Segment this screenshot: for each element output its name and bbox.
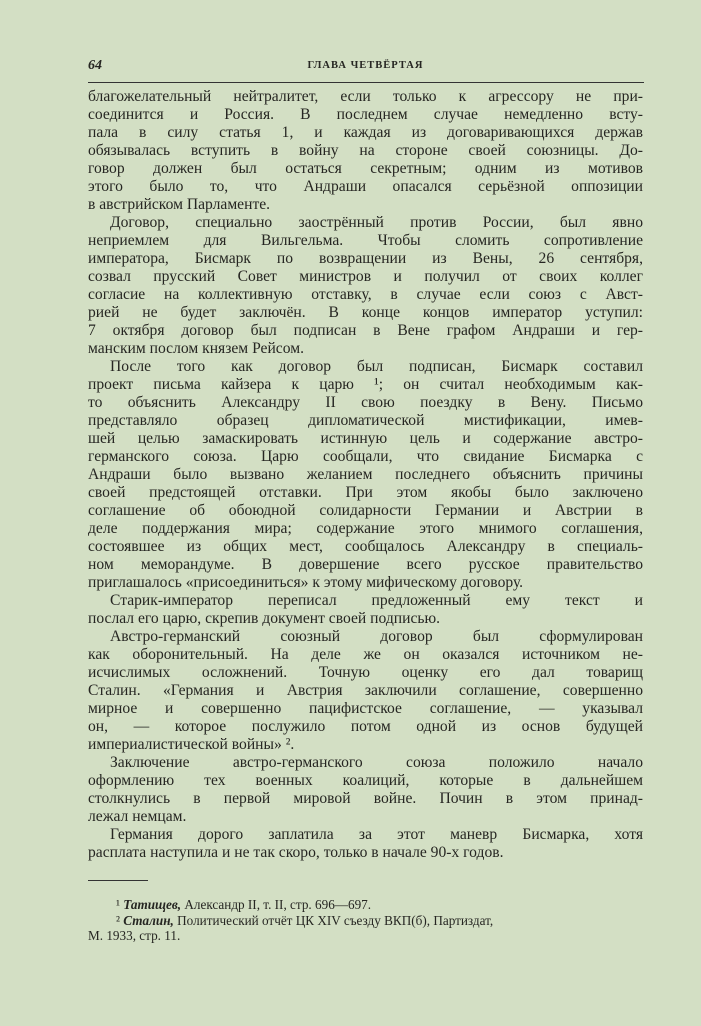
text-line: представляло образец дипломатической мистификации, имев- [88,412,643,429]
text-line: Германия дорого заплатила за этот маневр Бисмарка, хотя [110,826,643,843]
text-line: ном меморандуме. В довершение всего русское правительство [88,556,643,573]
text-line: Заключение австро-германского союза положило начало [110,754,643,771]
running-title: ГЛАВА ЧЕТВЁРТАЯ [307,60,424,71]
paragraph [88,358,643,592]
footnote [88,928,643,944]
text-line: благожелательный нейтралитет, если только к агрессору не при- [88,88,643,105]
text-line: этого было то, что Андраши опасался серьёзной оппозиции [88,178,643,195]
text-line: проект письма кайзера к царю ¹; он считал необходимым как- [88,376,643,393]
footnote-rule [88,880,148,881]
text-line: мирное и совершенно пацифистское соглашение, — указывал [88,700,643,717]
text-line: соглашение об обоюдной солидарности Германии и Австрии в [88,502,643,519]
text-line: соединится и Россия. В последнем случае немедленно всту- [88,106,643,123]
text-line: обязывалась вступить в войну на стороне своей союзницы. До- [88,142,643,159]
text-line: Договор, специально заострённый против России, был явно [110,214,643,231]
text-line: Сталин. «Германия и Австрия заключили соглашение, совершенно [88,682,643,699]
text-line: Старик-император переписал предложенный ему текст и [110,592,643,609]
text-line: приглашалось «присоединиться» к этому мифическому договору. [88,574,524,591]
header-rule [88,82,644,83]
text-line: согласие на коллективную отставку, в случае если союз с Авст- [88,286,643,303]
text-line: германского союза. Царю сообщали, что свидание Бисмарка с [88,448,643,465]
text-line: манским послом князем Рейсом. [88,340,304,357]
paragraph [88,826,643,862]
body-text [88,88,643,862]
text-line: говор должен был остаться секретным; одним из мотивов [88,160,643,177]
text-line: то объяснить Александру II свою поездку в Вену. Письмо [88,394,643,411]
text-line: столкнулись в первой мировой войне. Почин в этом принад- [88,790,643,807]
paragraph [88,592,643,628]
text-line: в австрийском Парламенте. [88,196,271,213]
footnote-author: Татищев, [123,897,182,912]
text-line: послал его царю, скрепив документ своей подписью. [88,610,441,627]
text-line: созвал прусский Совет министров и получил от своих коллег [88,268,643,285]
text-line: пала в силу статья 1, и каждая из договаривающихся держав [88,124,643,141]
footnote-text: М. 1933, стр. 11. [88,928,181,943]
text-line: лежал немцам. [88,808,187,825]
footnotes [88,897,643,944]
text-line: императора, Бисмарк по возвращении из Вены, 26 сентября, [88,250,643,267]
text-line: империалистической войны» ². [88,736,295,753]
text-line: оформлению тех военных коалиций, которые в дальнейшем [88,772,643,789]
text-line: состоявшее из общих мест, сообщалось Александру в специаль- [88,538,643,555]
paragraph [88,88,643,214]
text-line: шей целью замаскировать истинную цель и содержание австро- [88,430,643,447]
page-number: 64 [88,58,102,73]
footnote-mark: ² [116,912,120,928]
text-line: деле поддержания мира; содержание этого мнимого соглашения, [88,520,643,537]
text-line: как оборонительный. На деле же он оказался источником не- [88,646,643,663]
footnote-author: Сталин, [123,912,174,928]
footnote-text: Политический отчёт ЦК XIV съезду ВКП(б), Партиздат, [173,912,494,928]
text-line: неприемлем для Вильгельма. Чтобы сломить сопротивление [88,232,643,249]
text-line: Австро-германский союзный договор был сформулирован [110,628,643,645]
text-line: Андраши было вызвано желанием последнего объяснить причины [88,466,643,483]
footnote [88,913,643,929]
footnote-mark: ¹ [116,897,120,912]
text-line: своей предстоящей отставки. При этом якобы было заключено [88,484,643,501]
paragraph [88,628,643,754]
paragraph [88,214,643,358]
footnote [88,897,643,913]
text-line: расплата наступила и не так скоро, только в начале 90-х годов. [88,844,504,861]
text-line: исчислимых осложнений. Точную оценку его дал товарищ [88,664,643,681]
text-line: он, — которое послужило потом одной из основ будущей [88,718,643,735]
text-line: 7 октября договор был подписан в Вене графом Андраши и гер- [88,322,643,339]
text-line: рией не будет заключён. В конце концов император уступил: [88,304,643,321]
paragraph [88,754,643,826]
footnote-text: Александр II, т. II, стр. 696—697. [181,897,372,912]
text-line: После того как договор был подписан, Бисмарк составил [110,358,643,375]
